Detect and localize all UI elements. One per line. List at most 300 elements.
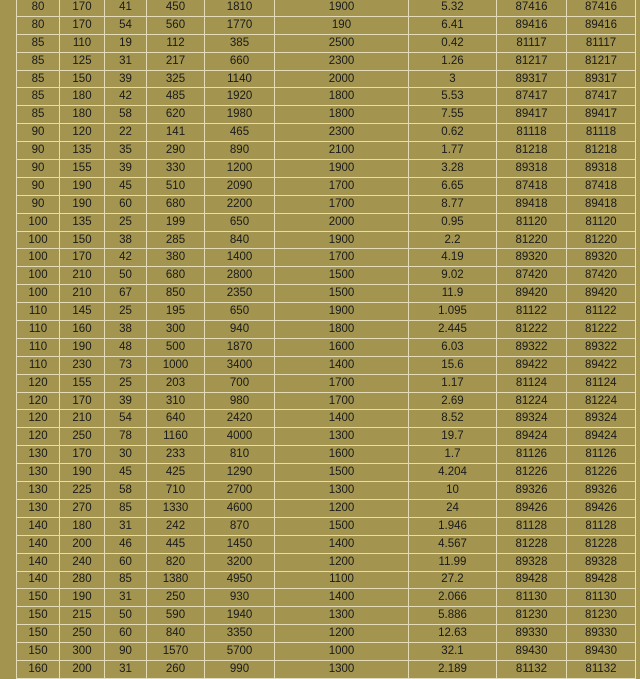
table-cell: 3400 xyxy=(205,356,275,374)
table-cell: 180 xyxy=(60,517,105,535)
table-cell: 85 xyxy=(17,70,60,88)
table-cell: 6.65 xyxy=(409,177,497,195)
table-cell: 89320 xyxy=(497,249,567,267)
table-row xyxy=(17,660,636,678)
table-cell: 260 xyxy=(147,660,205,678)
table-row xyxy=(17,16,636,34)
table-cell: 90 xyxy=(105,643,147,661)
table-cell: 89416 xyxy=(567,16,636,34)
table-row xyxy=(17,482,636,500)
table-cell: 81126 xyxy=(567,446,636,464)
table-cell: 81224 xyxy=(497,392,567,410)
table-cell: 1000 xyxy=(147,356,205,374)
table-cell: 81126 xyxy=(497,446,567,464)
table-cell: 1200 xyxy=(275,553,409,571)
table-cell: 90 xyxy=(17,142,60,160)
table-cell: 73 xyxy=(105,356,147,374)
table-cell: 89328 xyxy=(567,553,636,571)
table-cell: 85 xyxy=(17,106,60,124)
table-cell: 1.095 xyxy=(409,303,497,321)
table-cell: 89424 xyxy=(567,428,636,446)
table-cell: 10 xyxy=(409,482,497,500)
table-cell: 1700 xyxy=(275,177,409,195)
table-cell: 81220 xyxy=(497,231,567,249)
table-cell: 810 xyxy=(205,446,275,464)
table-cell: 78 xyxy=(105,428,147,446)
table-cell: 60 xyxy=(105,553,147,571)
table-cell: 11.9 xyxy=(409,285,497,303)
table-row xyxy=(17,213,636,231)
table-cell: 225 xyxy=(60,482,105,500)
table-cell: 1140 xyxy=(205,70,275,88)
table-cell: 22 xyxy=(105,124,147,142)
table-cell: 2.69 xyxy=(409,392,497,410)
table-cell: 250 xyxy=(147,589,205,607)
table-cell: 180 xyxy=(60,106,105,124)
table-cell: 1980 xyxy=(205,106,275,124)
table-cell: 31 xyxy=(105,589,147,607)
table-cell: 4600 xyxy=(205,499,275,517)
table-row xyxy=(17,338,636,356)
table-cell: 380 xyxy=(147,249,205,267)
table-cell: 210 xyxy=(60,285,105,303)
table-cell: 50 xyxy=(105,267,147,285)
table-row xyxy=(17,446,636,464)
table-cell: 145 xyxy=(60,303,105,321)
table-cell: 233 xyxy=(147,446,205,464)
table-cell: 31 xyxy=(105,52,147,70)
table-cell: 1330 xyxy=(147,499,205,517)
table-cell: 3 xyxy=(409,70,497,88)
table-cell: 89322 xyxy=(497,338,567,356)
table-cell: 210 xyxy=(60,410,105,428)
table-cell: 81122 xyxy=(497,303,567,321)
table-row xyxy=(17,607,636,625)
table-cell: 640 xyxy=(147,410,205,428)
table-cell: 2300 xyxy=(275,52,409,70)
table-cell: 27.2 xyxy=(409,571,497,589)
table-cell: 38 xyxy=(105,231,147,249)
table-cell: 1400 xyxy=(275,356,409,374)
table-cell: 81222 xyxy=(567,321,636,339)
table-cell: 87420 xyxy=(497,267,567,285)
table-cell: 30 xyxy=(105,446,147,464)
table-cell: 135 xyxy=(60,142,105,160)
table-cell: 210 xyxy=(60,267,105,285)
table-row xyxy=(17,499,636,517)
table-cell: 150 xyxy=(17,607,60,625)
table-row xyxy=(17,625,636,643)
table-cell: 160 xyxy=(17,660,60,678)
table-cell: 110 xyxy=(17,303,60,321)
table-cell: 230 xyxy=(60,356,105,374)
table-cell: 8.77 xyxy=(409,195,497,213)
table-cell: 2100 xyxy=(275,142,409,160)
table-cell: 87416 xyxy=(497,0,567,16)
table-cell: 25 xyxy=(105,213,147,231)
table-cell: 150 xyxy=(17,589,60,607)
table-cell: 81124 xyxy=(497,374,567,392)
table-cell: 140 xyxy=(17,517,60,535)
table-cell: 2800 xyxy=(205,267,275,285)
table-cell: 1900 xyxy=(275,0,409,16)
table-cell: 120 xyxy=(17,392,60,410)
table-cell: 81230 xyxy=(497,607,567,625)
table-row xyxy=(17,0,636,16)
table-cell: 3200 xyxy=(205,553,275,571)
table-cell: 89428 xyxy=(497,571,567,589)
table-cell: 110 xyxy=(17,356,60,374)
table-cell: 110 xyxy=(60,34,105,52)
table-cell: 217 xyxy=(147,52,205,70)
table-cell: 2.066 xyxy=(409,589,497,607)
table-cell: 300 xyxy=(60,643,105,661)
table-cell: 87417 xyxy=(567,88,636,106)
table-cell: 67 xyxy=(105,285,147,303)
table-cell: 89428 xyxy=(567,571,636,589)
table-cell: 39 xyxy=(105,70,147,88)
table-cell: 0.95 xyxy=(409,213,497,231)
table-cell: 81120 xyxy=(497,213,567,231)
table-cell: 89418 xyxy=(497,195,567,213)
table-cell: 1200 xyxy=(275,499,409,517)
table-row xyxy=(17,321,636,339)
table-cell: 6.41 xyxy=(409,16,497,34)
table-cell: 41 xyxy=(105,0,147,16)
table-cell: 140 xyxy=(17,535,60,553)
table-cell: 500 xyxy=(147,338,205,356)
table-cell: 2000 xyxy=(275,70,409,88)
table-cell: 89330 xyxy=(497,625,567,643)
table-cell: 80 xyxy=(17,0,60,16)
table-cell: 89322 xyxy=(567,338,636,356)
table-cell: 450 xyxy=(147,0,205,16)
table-cell: 81128 xyxy=(497,517,567,535)
table-cell: 1700 xyxy=(275,392,409,410)
table-cell: 1400 xyxy=(275,589,409,607)
table-cell: 1.77 xyxy=(409,142,497,160)
table-cell: 24 xyxy=(409,499,497,517)
table-cell: 2090 xyxy=(205,177,275,195)
table-cell: 2700 xyxy=(205,482,275,500)
table-cell: 190 xyxy=(60,338,105,356)
table-cell: 81117 xyxy=(497,34,567,52)
table-cell: 700 xyxy=(205,374,275,392)
table-cell: 89420 xyxy=(567,285,636,303)
table-row xyxy=(17,34,636,52)
table-cell: 1500 xyxy=(275,517,409,535)
table-cell: 650 xyxy=(205,303,275,321)
table-cell: 1800 xyxy=(275,88,409,106)
table-cell: 45 xyxy=(105,464,147,482)
table-cell: 89417 xyxy=(567,106,636,124)
table-cell: 2420 xyxy=(205,410,275,428)
table-cell: 1300 xyxy=(275,482,409,500)
table-cell: 1800 xyxy=(275,106,409,124)
table-cell: 4000 xyxy=(205,428,275,446)
table-cell: 1810 xyxy=(205,0,275,16)
table-cell: 89326 xyxy=(497,482,567,500)
table-cell: 125 xyxy=(60,52,105,70)
table-row xyxy=(17,52,636,70)
table-row xyxy=(17,160,636,178)
table-cell: 80 xyxy=(17,16,60,34)
table-cell: 87418 xyxy=(567,177,636,195)
table-row xyxy=(17,410,636,428)
table-cell: 81124 xyxy=(567,374,636,392)
table-cell: 870 xyxy=(205,517,275,535)
table-cell: 100 xyxy=(17,267,60,285)
table-cell: 710 xyxy=(147,482,205,500)
table-cell: 81122 xyxy=(567,303,636,321)
table-cell: 81217 xyxy=(567,52,636,70)
table-cell: 48 xyxy=(105,338,147,356)
table-cell: 135 xyxy=(60,213,105,231)
table-cell: 5700 xyxy=(205,643,275,661)
table-cell: 19.7 xyxy=(409,428,497,446)
table-cell: 170 xyxy=(60,0,105,16)
table-cell: 6.03 xyxy=(409,338,497,356)
table-row xyxy=(17,303,636,321)
table-cell: 2.2 xyxy=(409,231,497,249)
table-cell: 54 xyxy=(105,410,147,428)
table-cell: 81222 xyxy=(497,321,567,339)
table-cell: 140 xyxy=(17,553,60,571)
table-cell: 89430 xyxy=(567,643,636,661)
table-cell: 25 xyxy=(105,374,147,392)
table-cell: 2.189 xyxy=(409,660,497,678)
table-cell: 81217 xyxy=(497,52,567,70)
table-cell: 9.02 xyxy=(409,267,497,285)
table-cell: 81228 xyxy=(497,535,567,553)
table-cell: 1600 xyxy=(275,338,409,356)
table-cell: 2300 xyxy=(275,124,409,142)
table-cell: 1900 xyxy=(275,303,409,321)
table-row xyxy=(17,517,636,535)
table-cell: 89424 xyxy=(497,428,567,446)
table-cell: 1.7 xyxy=(409,446,497,464)
table-cell: 285 xyxy=(147,231,205,249)
table-cell: 25 xyxy=(105,303,147,321)
table-cell: 203 xyxy=(147,374,205,392)
table-cell: 89318 xyxy=(497,160,567,178)
table-cell: 2000 xyxy=(275,213,409,231)
table-cell: 242 xyxy=(147,517,205,535)
table-cell: 485 xyxy=(147,88,205,106)
table-cell: 155 xyxy=(60,160,105,178)
table-row xyxy=(17,428,636,446)
table-cell: 270 xyxy=(60,499,105,517)
table-cell: 170 xyxy=(60,446,105,464)
table-cell: 325 xyxy=(147,70,205,88)
table-cell: 90 xyxy=(17,124,60,142)
table-cell: 120 xyxy=(17,428,60,446)
table-cell: 190 xyxy=(60,464,105,482)
table-cell: 120 xyxy=(60,124,105,142)
table-cell: 310 xyxy=(147,392,205,410)
table-cell: 155 xyxy=(60,374,105,392)
table-cell: 195 xyxy=(147,303,205,321)
table-cell: 1900 xyxy=(275,160,409,178)
table-cell: 85 xyxy=(17,88,60,106)
table-cell: 840 xyxy=(147,625,205,643)
table-row xyxy=(17,106,636,124)
table-cell: 81130 xyxy=(567,589,636,607)
table-row xyxy=(17,231,636,249)
table-cell: 54 xyxy=(105,16,147,34)
table-cell: 12.63 xyxy=(409,625,497,643)
table-cell: 1700 xyxy=(275,195,409,213)
table-cell: 100 xyxy=(17,249,60,267)
table-cell: 990 xyxy=(205,660,275,678)
table-cell: 160 xyxy=(60,321,105,339)
table-cell: 89320 xyxy=(567,249,636,267)
table-cell: 1600 xyxy=(275,446,409,464)
table-cell: 1.26 xyxy=(409,52,497,70)
table-cell: 42 xyxy=(105,88,147,106)
table-row xyxy=(17,177,636,195)
table-cell: 660 xyxy=(205,52,275,70)
table-cell: 90 xyxy=(17,160,60,178)
table-cell: 215 xyxy=(60,607,105,625)
table-cell: 89326 xyxy=(567,482,636,500)
table-cell: 1800 xyxy=(275,321,409,339)
table-cell: 1500 xyxy=(275,285,409,303)
table-cell: 81226 xyxy=(497,464,567,482)
table-cell: 90 xyxy=(17,195,60,213)
table-cell: 1500 xyxy=(275,464,409,482)
table-cell: 60 xyxy=(105,625,147,643)
table-cell: 150 xyxy=(60,70,105,88)
table-row xyxy=(17,571,636,589)
table-cell: 141 xyxy=(147,124,205,142)
table-cell: 1200 xyxy=(205,160,275,178)
table-cell: 1450 xyxy=(205,535,275,553)
table-cell: 1400 xyxy=(205,249,275,267)
table-cell: 87416 xyxy=(567,0,636,16)
table-cell: 4.204 xyxy=(409,464,497,482)
table-row xyxy=(17,195,636,213)
table-cell: 81224 xyxy=(567,392,636,410)
table-cell: 89318 xyxy=(567,160,636,178)
table-cell: 250 xyxy=(60,428,105,446)
table-cell: 510 xyxy=(147,177,205,195)
table-cell: 85 xyxy=(105,499,147,517)
table-cell: 100 xyxy=(17,231,60,249)
table-cell: 112 xyxy=(147,34,205,52)
table-cell: 180 xyxy=(60,88,105,106)
table-cell: 840 xyxy=(205,231,275,249)
table-cell: 290 xyxy=(147,142,205,160)
table-cell: 1770 xyxy=(205,16,275,34)
table-cell: 60 xyxy=(105,195,147,213)
table-cell: 170 xyxy=(60,392,105,410)
table-cell: 425 xyxy=(147,464,205,482)
table-cell: 81128 xyxy=(567,517,636,535)
table-cell: 820 xyxy=(147,553,205,571)
table-cell: 87418 xyxy=(497,177,567,195)
table-cell: 85 xyxy=(17,34,60,52)
table-row xyxy=(17,464,636,482)
table-cell: 130 xyxy=(17,499,60,517)
table-cell: 3350 xyxy=(205,625,275,643)
table-cell: 1.17 xyxy=(409,374,497,392)
table-cell: 85 xyxy=(105,571,147,589)
table-cell: 81218 xyxy=(497,142,567,160)
table-cell: 58 xyxy=(105,482,147,500)
table-cell: 110 xyxy=(17,321,60,339)
table-cell: 200 xyxy=(60,660,105,678)
table-cell: 590 xyxy=(147,607,205,625)
table-cell: 31 xyxy=(105,660,147,678)
table-cell: 620 xyxy=(147,106,205,124)
table-cell: 130 xyxy=(17,446,60,464)
table-cell: 1900 xyxy=(275,231,409,249)
table-cell: 7.55 xyxy=(409,106,497,124)
table-cell: 130 xyxy=(17,464,60,482)
table-cell: 89317 xyxy=(567,70,636,88)
table-cell: 89324 xyxy=(497,410,567,428)
table-cell: 850 xyxy=(147,285,205,303)
table-cell: 81220 xyxy=(567,231,636,249)
table-row xyxy=(17,249,636,267)
table-cell: 190 xyxy=(60,177,105,195)
table-cell: 940 xyxy=(205,321,275,339)
table-cell: 8.52 xyxy=(409,410,497,428)
table-cell: 1300 xyxy=(275,428,409,446)
table-cell: 2350 xyxy=(205,285,275,303)
table-cell: 89330 xyxy=(567,625,636,643)
table-cell: 45 xyxy=(105,177,147,195)
table-cell: 330 xyxy=(147,160,205,178)
table-cell: 100 xyxy=(17,213,60,231)
table-cell: 1300 xyxy=(275,607,409,625)
table-cell: 5.32 xyxy=(409,0,497,16)
table-cell: 89324 xyxy=(567,410,636,428)
table-cell: 87420 xyxy=(567,267,636,285)
table-cell: 1700 xyxy=(275,249,409,267)
table-cell: 89422 xyxy=(497,356,567,374)
table-cell: 110 xyxy=(17,338,60,356)
table-cell: 170 xyxy=(60,16,105,34)
table-cell: 89418 xyxy=(567,195,636,213)
table-cell: 1300 xyxy=(275,660,409,678)
table-cell: 150 xyxy=(60,231,105,249)
table-cell: 1100 xyxy=(275,571,409,589)
table-cell: 130 xyxy=(17,482,60,500)
table-cell: 980 xyxy=(205,392,275,410)
table-cell: 1.946 xyxy=(409,517,497,535)
table-cell: 46 xyxy=(105,535,147,553)
table-cell: 890 xyxy=(205,142,275,160)
table-cell: 2500 xyxy=(275,34,409,52)
table-cell: 89426 xyxy=(497,499,567,517)
table-row xyxy=(17,535,636,553)
table-row xyxy=(17,589,636,607)
table-cell: 89422 xyxy=(567,356,636,374)
table-cell: 170 xyxy=(60,249,105,267)
table-row xyxy=(17,374,636,392)
table-cell: 81218 xyxy=(567,142,636,160)
table-body xyxy=(17,0,636,678)
table-cell: 42 xyxy=(105,249,147,267)
table-cell: 89420 xyxy=(497,285,567,303)
table-cell: 1400 xyxy=(275,535,409,553)
table-cell: 81130 xyxy=(497,589,567,607)
table-cell: 35 xyxy=(105,142,147,160)
table-cell: 1290 xyxy=(205,464,275,482)
table-cell: 4.567 xyxy=(409,535,497,553)
